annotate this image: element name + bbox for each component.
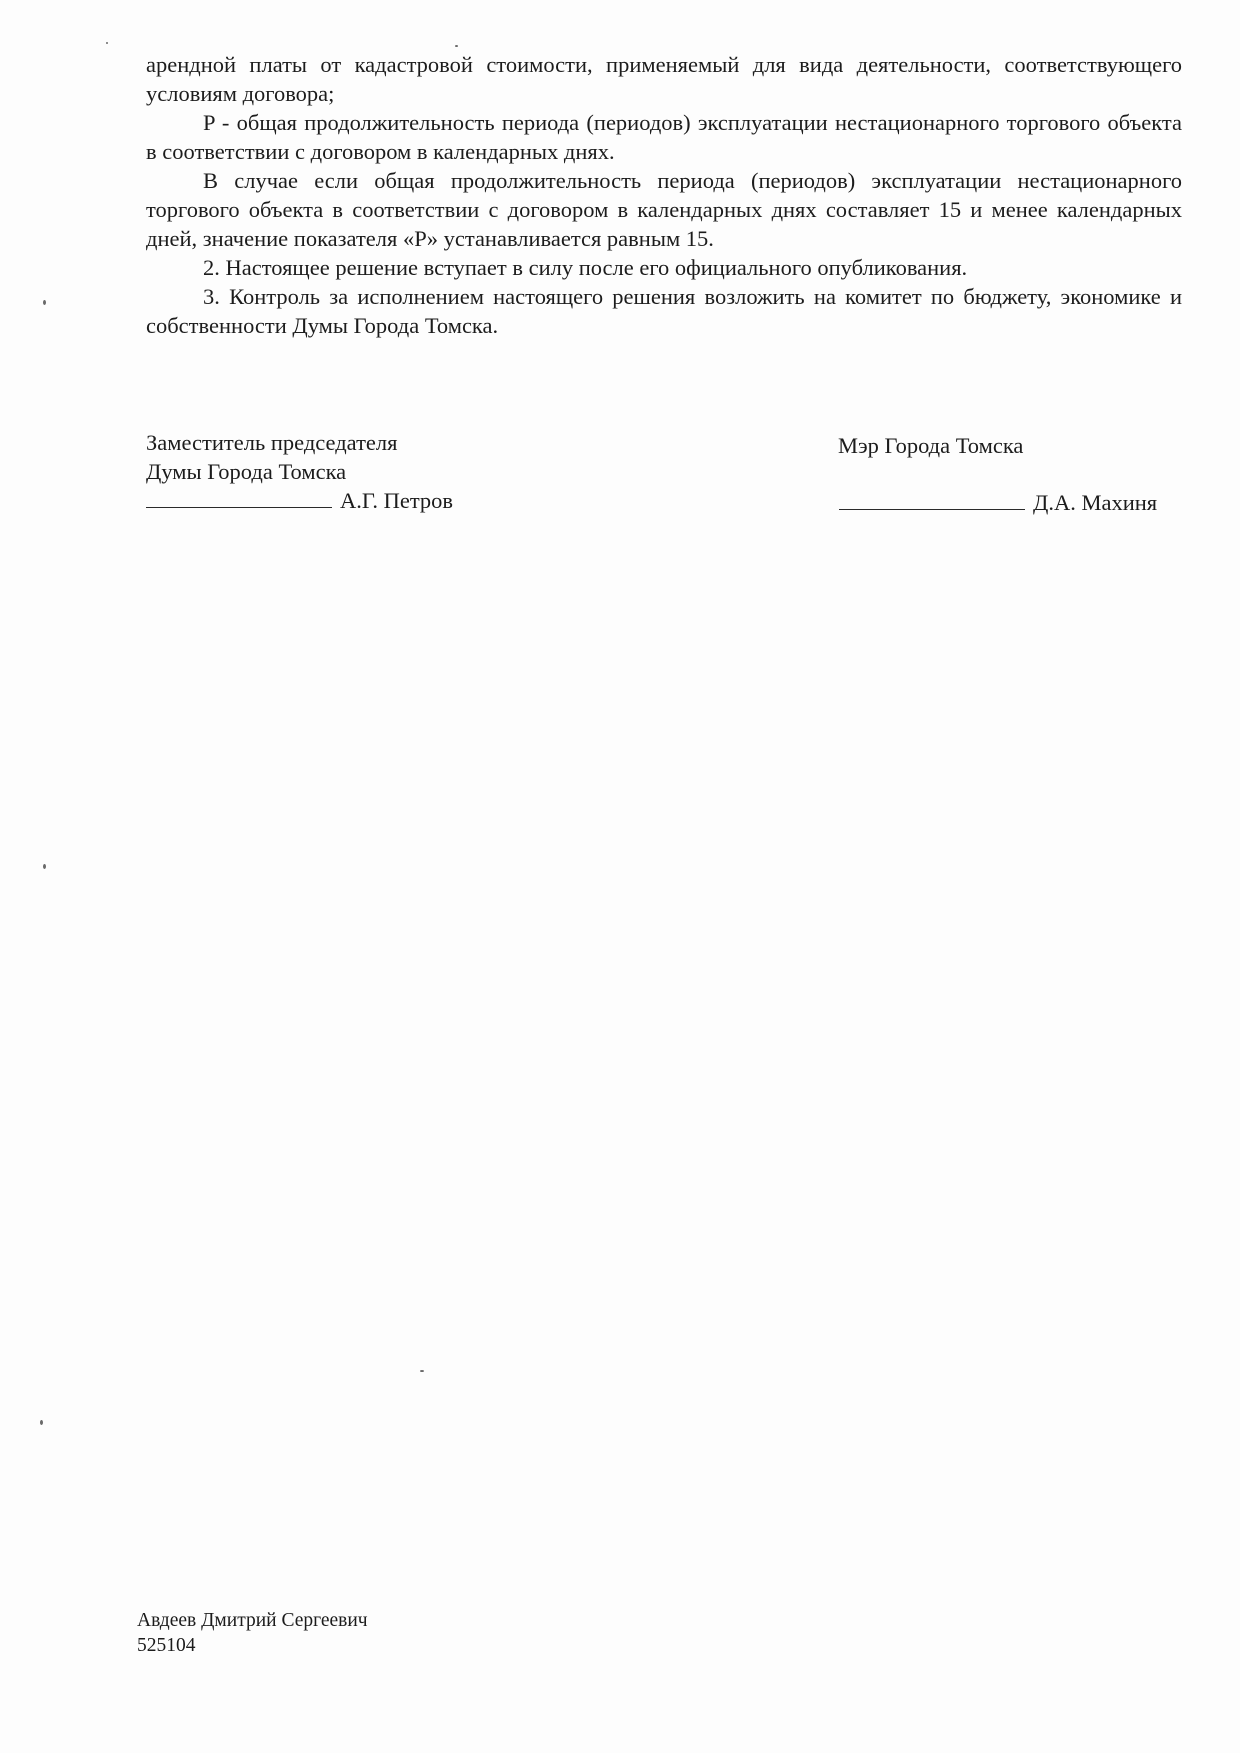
scan-speck — [40, 1420, 43, 1425]
scan-speck — [43, 864, 46, 869]
scan-speck — [455, 45, 458, 47]
paragraph-p-definition: P - общая продолжительность периода (периодов) эксплуатации нестационарного торгового объекта в соответствии с договором в календарных днях. — [146, 110, 1182, 164]
paragraph-effective-date: 2. Настоящее решение вступает в силу после его официального опубликования. — [203, 255, 968, 280]
signer-name-right: Д.А. Махиня — [1033, 490, 1158, 515]
document-body — [146, 50, 1182, 340]
executor-name: Авдеев Дмитрий Сергеевич — [137, 1610, 368, 1631]
signature-block-mayor — [838, 431, 1158, 515]
scan-speck — [43, 300, 46, 305]
signature-block-deputy-chair — [146, 428, 453, 515]
paragraph-control: 3. Контроль за исполнением настоящего решения возложить на комитет по бюджету, экономике и собственности Думы Города Томска. — [146, 284, 1182, 338]
scan-speck — [420, 1370, 424, 1372]
signature-underline — [839, 489, 1025, 510]
signature-underline — [146, 487, 332, 508]
scan-speck — [106, 42, 108, 44]
signature-line-left — [146, 486, 453, 515]
signer-title-line2: Думы Города Томска — [146, 459, 347, 484]
signer-title-line1: Заместитель председателя — [146, 430, 398, 455]
paragraph-p-minimum: В случае если общая продолжительность периода (периодов) эксплуатации нестационарного торгового объекта в соответствии с договором в календарных днях составляет 15 и менее календарных дней, значение показателя «P» устанавливается равным 15. — [146, 168, 1182, 251]
signature-line-right — [839, 488, 1157, 517]
paragraph-rate-definition: арендной платы от кадастровой стоимости, применяемый для вида деятельности, соответствующего условиям договора; — [146, 52, 1182, 106]
executor-phone: 525104 — [137, 1635, 196, 1656]
executor-info — [137, 1608, 368, 1658]
signer-title-mayor: Мэр Города Томска — [838, 433, 1024, 458]
signer-name-left: А.Г. Петров — [340, 488, 454, 513]
